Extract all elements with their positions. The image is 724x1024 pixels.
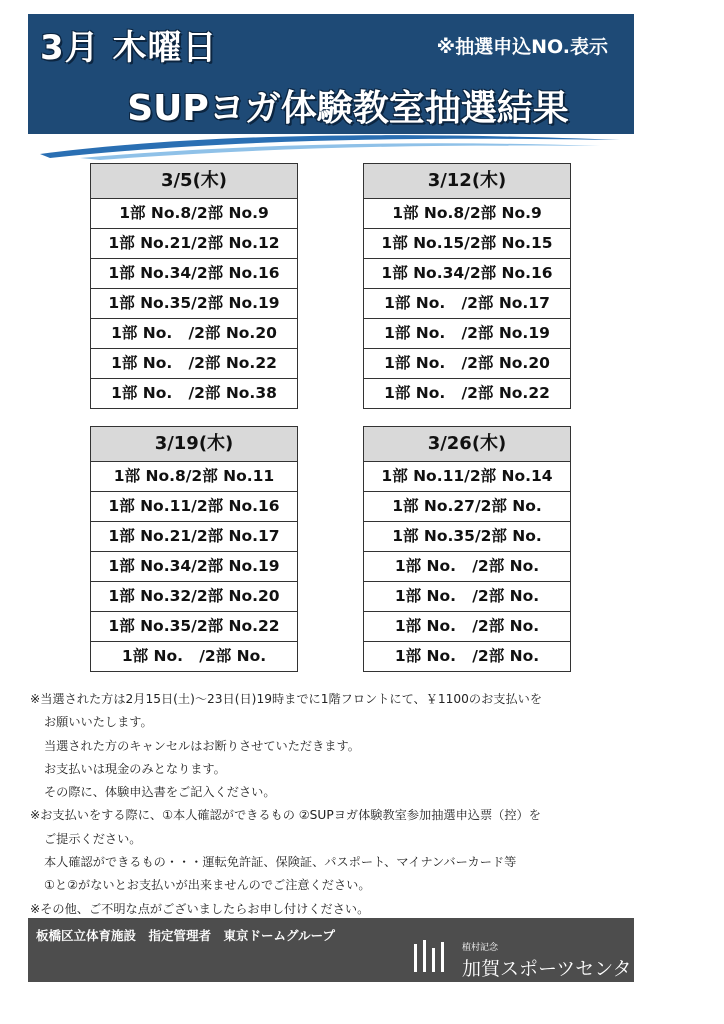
table-row: 1部 No. /2部 No.: [364, 552, 570, 582]
table-date-header: 3/12(木): [364, 164, 570, 199]
notice-line: ご提示ください。: [44, 831, 142, 846]
notice-line: 当選された方のキャンセルはお断りさせていただきます。: [44, 738, 360, 753]
table-row: 1部 No.34/2部 No.16: [364, 259, 570, 289]
table-row: 1部 No.8/2部 No.9: [91, 199, 297, 229]
table-row: 1部 No. /2部 No.: [364, 612, 570, 642]
table-row: 1部 No. /2部 No.38: [111, 384, 277, 402]
table-date-header: 3/5(木): [91, 164, 297, 199]
table-row: 1部 No.34/2部 No.16: [91, 259, 297, 289]
footer-bar: [28, 918, 634, 1007]
table-row: 1部 No. /2部 No.19: [364, 319, 570, 349]
table-date-header: 3/26(木): [364, 427, 570, 462]
notice-line: その際に、体験申込書をご記入ください。: [44, 785, 276, 800]
table-row: 1部 No.21/2部 No.17: [91, 522, 297, 552]
table-row: 1部 No. /2部 No.20: [364, 349, 570, 379]
table-row: 1部 No. /2部 No.22: [384, 384, 550, 402]
logo-subtitle: 植村記念: [462, 943, 499, 953]
table-row: 1部 No. /2部 No.22: [91, 349, 297, 379]
table-row: 1部 No.27/2部 No.: [364, 492, 570, 522]
results-table-0326: [363, 426, 571, 672]
notice-text: [30, 688, 670, 921]
table-row: 1部 No.32/2部 No.20: [91, 582, 297, 612]
table-row: 1部 No. /2部 No.: [394, 647, 540, 665]
table-row: 1部 No.35/2部 No.22: [91, 612, 297, 642]
table-row: 1部 No.34/2部 No.19: [91, 552, 297, 582]
table-row: 1部 No. /2部 No.: [121, 647, 267, 665]
results-table-0319: [90, 426, 298, 672]
notice-line: ※お支払いをする際に、①本人確認ができるもの ②SUPヨガ体験教室参加抽選申込票（控）を: [30, 808, 541, 823]
table-row: 1部 No. /2部 No.: [364, 582, 570, 612]
table-date-header: 3/19(木): [91, 427, 297, 462]
notice-line: お支払いは現金のみとなります。: [44, 761, 226, 776]
month-day-heading: 3月 木曜日: [40, 28, 218, 68]
table-row: 1部 No.15/2部 No.15: [364, 229, 570, 259]
wave-decoration: [40, 126, 620, 160]
results-table-0305: [90, 163, 298, 409]
table-row: 1部 No.35/2部 No.19: [91, 289, 297, 319]
table-row: 1部 No. /2部 No.17: [364, 289, 570, 319]
logo-name: 加賀スポーツセンター: [462, 958, 632, 1007]
notice-line: お願いいたします。: [44, 715, 153, 730]
table-row: 1部 No. /2部 No.20: [91, 319, 297, 349]
center-logo-icon: [412, 940, 452, 974]
notice-line: 本人確認ができるもの・・・運転免許証、保険証、パスポート、マイナンバーカード等: [44, 855, 517, 870]
table-row: 1部 No.8/2部 No.11: [91, 462, 297, 492]
notice-line: ※その他、ご不明な点がございましたらお申し付けください。: [30, 901, 370, 916]
results-table-0312: [363, 163, 571, 409]
table-row: 1部 No.35/2部 No.: [364, 522, 570, 552]
table-row: 1部 No.21/2部 No.12: [91, 229, 297, 259]
notice-line: ※当選された方は2月15日(土)～23日(日)19時までに1階フロントにて、￥1100のお支払いを: [30, 692, 543, 706]
table-row: 1部 No.11/2部 No.16: [91, 492, 297, 522]
table-row: 1部 No.11/2部 No.14: [364, 462, 570, 492]
table-row: 1部 No.8/2部 No.9: [364, 199, 570, 229]
page-title: SUPヨガ体験教室抽選結果: [127, 88, 569, 129]
lottery-number-note: ※抽選申込NO.表示: [436, 36, 608, 58]
header-banner: [28, 14, 634, 134]
notice-line: ①と②がないとお支払いが出来ませんのでご注意ください。: [44, 878, 371, 893]
organization-name: 板橋区立体育施設 指定管理者 東京ドームグループ: [36, 928, 336, 943]
